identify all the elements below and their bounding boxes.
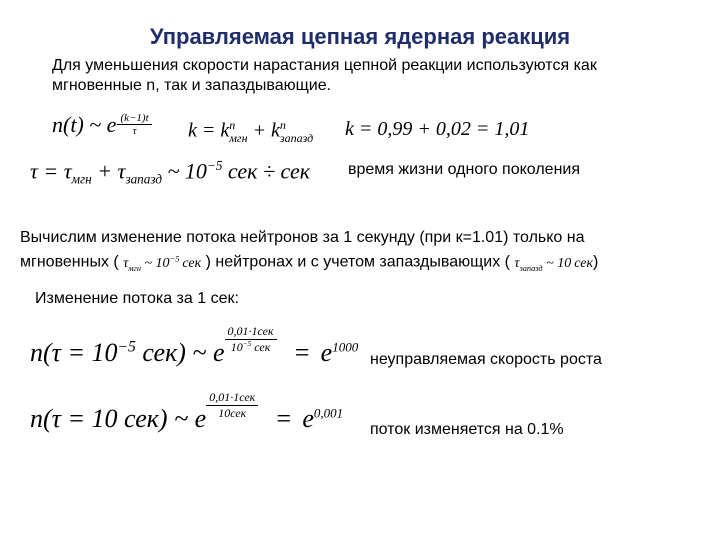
inline-tau-1-unit: сек [182,255,202,271]
result-1-label: неуправляемая скорость роста [370,351,602,368]
formula-flux-exponential [52,112,152,138]
r1-den-unit: сек [251,340,271,354]
tau-equals: τ = τ [30,158,72,184]
tau-sub-1: мгн [71,171,92,187]
formula-result-instant [30,324,359,368]
result-2-label: поток изменяется на 0.1% [370,421,564,438]
exponent-numerator: (k−1)t [117,112,151,125]
inline-tau-1-sub: мгн [128,263,141,273]
r1-exponent-numerator: 0,01·1сек [225,324,277,340]
flux-change-heading: Изменение потока за 1 сек: [35,290,239,307]
formula-k-value: k = 0,99 + 0,02 = 1,01 [345,118,530,140]
tau-units: сек ÷ сек [222,158,311,184]
k-sup-2: n [279,118,286,132]
generation-lifetime-label: время жизни одного поколения [348,161,581,178]
r1-e: e [212,338,225,367]
r1-equals: = [293,338,311,367]
k-plus: + k [247,119,280,142]
r1-den-base: 10 [230,340,243,354]
k-sub-1: мгн [229,130,248,145]
formula-result-delayed [30,390,344,434]
tau-exp: −5 [206,158,223,173]
formula-flux-left: n(t) ~ e [52,112,117,137]
k-sub-2: запазд [279,130,314,145]
r1-result-exp: 1000 [332,339,359,355]
tau-approx: ~ 10 [162,158,207,184]
formula-tau [30,158,310,188]
r1-exponent-denominator [225,340,277,355]
tau-plus: + τ [91,158,126,184]
calc-line-2-end: ) [593,253,599,271]
r2-e: e [194,404,207,433]
r2-exponent-numerator: 0,01·1сек [206,390,258,406]
r1-exponent [225,324,277,355]
calc-line-2-middle: ) нейтронах и с учетом запаздывающих ( [205,253,510,271]
r1-result-e: e [320,338,333,367]
inline-tau-2-approx: ~ 10 [542,255,572,271]
calc-line-1: Вычислим изменение потока нейтронов за 1 секунду (при к=1.01) только на [20,229,585,246]
intro-line-2: мгновенные n, так и запаздывающие. [52,77,332,94]
r2-left: n(τ = 10 сек) ~ [30,404,195,433]
calc-line-2 [20,249,598,278]
intro-line-1: Для уменьшения скорости нарастания цепной реакции используются как [52,57,597,74]
k-equals: k = k [188,119,230,142]
inline-tau-2: τ [514,255,520,271]
r2-result-exp: 0,001 [313,405,344,421]
inline-tau-delayed [514,256,593,271]
inline-tau-1-exp: −5 [169,254,180,263]
r1-left: n(τ = 10 [30,338,118,367]
tau-sub-2: запазд [125,171,163,187]
slide-title: Управляемая цепная ядерная реакция [149,24,571,49]
k-sup-1: n [229,118,236,132]
exponent-denominator: τ [132,125,137,137]
calc-line-2-start: мгновенных ( [20,253,119,271]
inline-tau-2-sub: запазд [519,263,543,273]
r1-unit: сек) ~ [135,338,213,367]
intro-text [52,56,597,96]
inline-tau-1: τ [123,255,129,271]
r2-exponent-denominator: 10сек [218,406,247,420]
r2-equals: = [274,404,293,433]
r2-exponent [206,390,258,421]
formula-flux-exponent [117,112,151,137]
r1-exp: −5 [117,338,136,356]
r2-result-e: e [302,404,314,433]
formula-k-sum [188,118,313,146]
inline-tau-1-approx: ~ 10 [140,255,170,271]
inline-tau-2-unit: сек [574,255,594,271]
r1-den-exp: −5 [242,340,252,348]
inline-tau-instant [123,256,201,271]
